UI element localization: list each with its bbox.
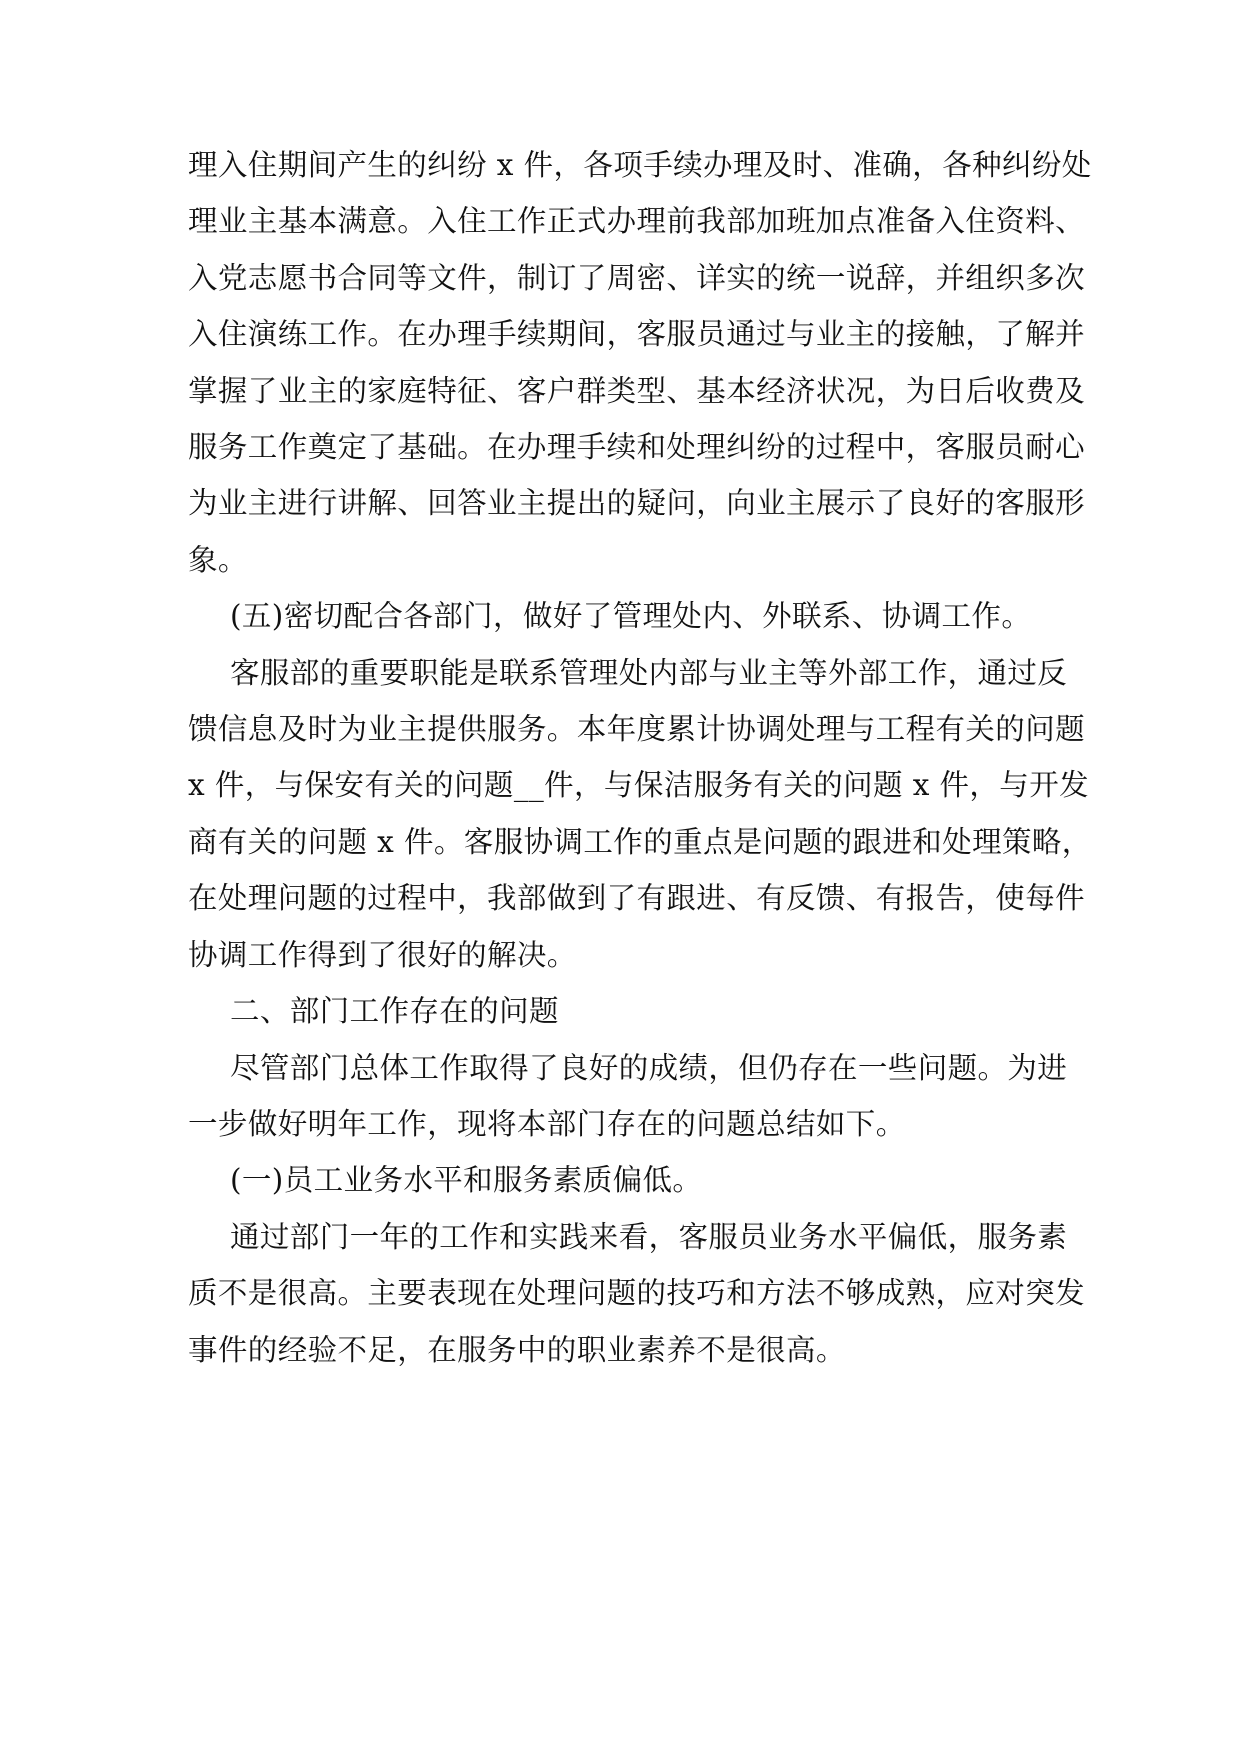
- section-heading: (五)密切配合各部门，做好了管理处内、外联系、协调工作。: [230, 599, 1032, 633]
- text-line: 入党志愿书合同等文件，制订了周密、详实的统一说辞，并组织多次: [188, 261, 1086, 295]
- paragraph-start: 客服部的重要职能是联系管理处内部与业主等外部工作，通过反: [230, 656, 1068, 690]
- text-line: 事件的经验不足，在服务中的职业素养不是很高。: [188, 1333, 846, 1367]
- text-line: 象。: [188, 543, 248, 577]
- text-line: 掌握了业主的家庭特征、客户群类型、基本经济状况，为日后收费及: [188, 374, 1086, 408]
- text-line: 理业主基本满意。入住工作正式办理前我部加班加点准备入住资料、: [188, 204, 1086, 238]
- text-line: 为业主进行讲解、回答业主提出的疑问，向业主展示了良好的客服形: [188, 486, 1086, 520]
- section-heading: 二、部门工作存在的问题: [230, 994, 559, 1028]
- text-line: 在处理问题的过程中，我部做到了有跟进、有反馈、有报告，使每件: [188, 881, 1086, 915]
- text-line: 质不是很高。主要表现在处理问题的技巧和方法不够成熟，应对突发: [188, 1276, 1086, 1310]
- text-line: 一步做好明年工作，现将本部门存在的问题总结如下。: [188, 1107, 906, 1141]
- paragraph-start: 尽管部门总体工作取得了良好的成绩，但仍存在一些问题。为进: [230, 1051, 1068, 1085]
- paragraph-start: 通过部门一年的工作和实践来看，客服员业务水平偏低，服务素: [230, 1220, 1068, 1254]
- text-line: 入住演练工作。在办理手续期间，客服员通过与业主的接触，了解并: [188, 317, 1086, 351]
- section-heading: (一)员工业务水平和服务素质偏低。: [230, 1163, 703, 1197]
- text-line: 商有关的问题 x 件。客服协调工作的重点是问题的跟进和处理策略，: [188, 825, 1092, 859]
- text-line: 服务工作奠定了基础。在办理手续和处理纠纷的过程中，客服员耐心: [188, 430, 1086, 464]
- text-line: 协调工作得到了很好的解决。: [188, 938, 577, 972]
- text-line: x 件，与保安有关的问题__件，与保洁服务有关的问题 x 件，与开发: [188, 768, 1090, 802]
- text-line: 馈信息及时为业主提供服务。本年度累计协调处理与工程有关的问题: [188, 712, 1086, 746]
- text-line: 理入住期间产生的纠纷 x 件，各项手续办理及时、准确，各种纠纷处: [188, 148, 1092, 182]
